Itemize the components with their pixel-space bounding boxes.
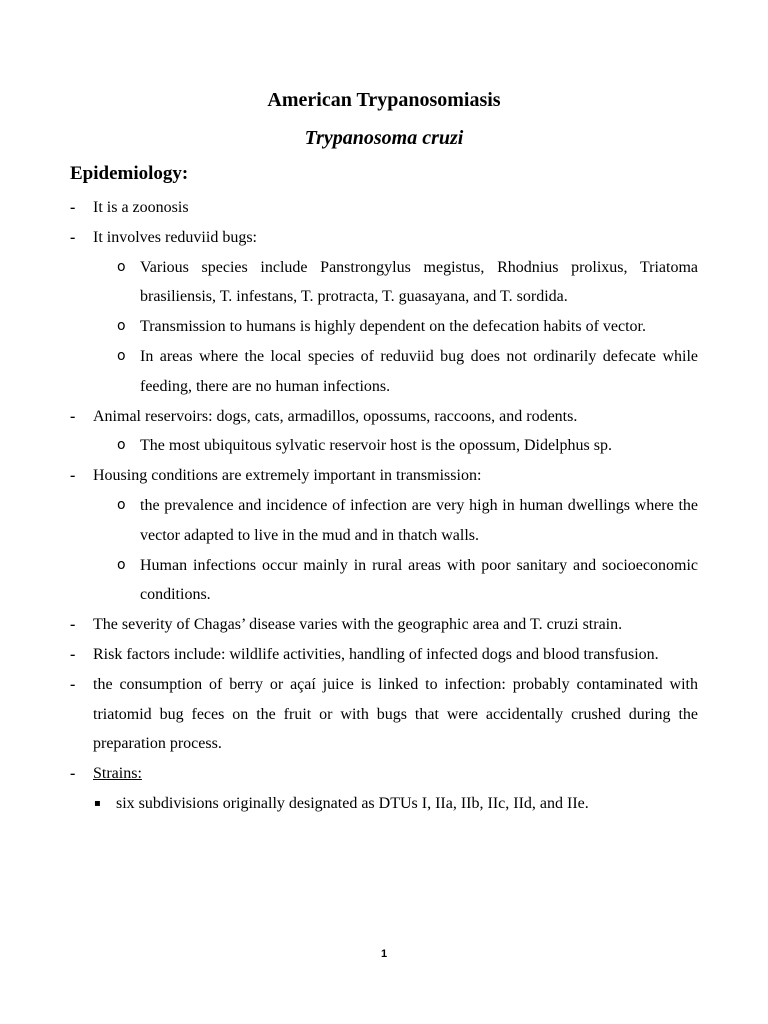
sub-list-item — [70, 253, 698, 313]
list-item — [70, 223, 698, 253]
circle-bullet: o — [117, 496, 126, 513]
dash-bullet: - — [70, 199, 76, 216]
list-item — [70, 461, 698, 491]
sub-list-item — [70, 551, 698, 611]
list-item-text: Housing conditions are extremely important in transmission: — [93, 467, 482, 485]
list-item — [70, 193, 698, 223]
sub-list-item — [70, 342, 698, 402]
sub-list-item — [70, 431, 698, 461]
list-item-text: It is a zoonosis — [93, 199, 189, 216]
list-item-text: Various species include Panstrongylus megistus, Rhodnius prolixus, Triatoma brasiliensis, T. infestans, T. protracta, T. guasayana, and T. sordida. — [140, 258, 698, 306]
dash-bullet: - — [70, 467, 76, 485]
list-item-text: Transmission to humans is highly dependent on the defecation habits of vector. — [140, 318, 646, 336]
list-item-text: the consumption of berry or açaí juice is linked to infection: probably contaminated with triatomid bug feces on the fruit or with bugs that were accidentally crushed during the preparation process. — [93, 675, 698, 753]
sub-list-item — [70, 789, 698, 819]
list-item — [70, 402, 698, 432]
circle-bullet: o — [117, 437, 126, 454]
circle-bullet: o — [117, 258, 126, 275]
circle-bullet: o — [117, 318, 126, 335]
list-item — [70, 610, 698, 640]
list-item-text: In areas where the local species of reduviid bug does not ordinarily defecate while feeding, there are no human infections. — [140, 347, 698, 395]
list-item-text: Risk factors include: wildlife activities, handling of infected dogs and blood transfusion. — [93, 645, 659, 663]
dash-bullet: - — [70, 645, 76, 663]
list-item — [70, 640, 698, 670]
list-item-text: the prevalence and incidence of infection are very high in human dwellings where the vector adapted to live in the mud and in thatch walls. — [140, 496, 698, 544]
list-item — [70, 759, 698, 789]
list-item-text: Human infections occur mainly in rural areas with poor sanitary and socioeconomic conditions. — [140, 556, 698, 604]
section-heading-epidemiology: Epidemiology: — [70, 163, 189, 184]
list-item — [70, 670, 698, 759]
list-item-text: six subdivisions originally designated as DTUs I, IIa, IIb, IIc, IId, and IIe. — [116, 794, 589, 812]
dash-bullet: - — [70, 407, 76, 425]
sub-list-item — [70, 312, 698, 342]
list-item-text: Animal reservoirs: dogs, cats, armadillos, opossums, raccoons, and rodents. — [93, 407, 578, 425]
dash-bullet: - — [70, 765, 76, 783]
list-item-text: The most ubiquitous sylvatic reservoir host is the opossum, Didelphus sp. — [140, 437, 612, 455]
strains-heading: Strains: — [93, 765, 142, 783]
page-number: 1 — [380, 948, 388, 960]
list-item-text: The severity of Chagas’ disease varies with the geographic area and T. cruzi strain. — [93, 616, 623, 634]
dash-bullet: - — [70, 228, 76, 246]
circle-bullet: o — [117, 347, 126, 364]
epidemiology-list — [70, 193, 698, 819]
dash-bullet: - — [70, 675, 76, 693]
sub-list-item — [70, 491, 698, 551]
circle-bullet: o — [117, 556, 126, 573]
document-title: American Trypanosomiasis — [267, 89, 501, 111]
dash-bullet: - — [70, 616, 76, 634]
list-item-text: It involves reduviid bugs: — [93, 228, 257, 246]
square-bullet: ▪ — [94, 797, 101, 809]
document-subtitle: Trypanosoma cruzi — [304, 127, 464, 149]
